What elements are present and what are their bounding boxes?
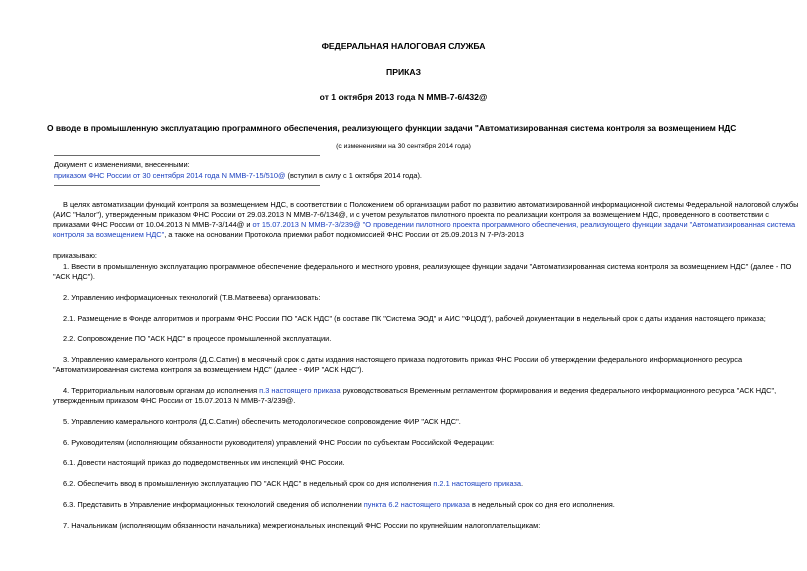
item-6-3-link[interactable]: пункта 6.2 настоящего приказа bbox=[363, 500, 470, 509]
preamble-line-3 bbox=[53, 220, 795, 230]
item-6-1: 6.1. Довести настоящий приказ до подведомственных им инспекций ФНС России. bbox=[63, 458, 345, 467]
changes-intro: Документ с изменениями, внесенными: bbox=[54, 160, 190, 169]
item-6-3-end: в недельный срок со дня его исполнения. bbox=[469, 500, 615, 509]
amendments-note: (с изменениями на 30 сентября 2014 года) bbox=[336, 143, 471, 150]
item-7: 7. Начальникам (исполняющим обязанности начальника) межрегиональных инспекций ФНС России по крупнейшим налогоплательщикам: bbox=[63, 521, 541, 530]
doc-title: О вводе в промышленную эксплуатацию программного обеспечения, реализующего функции задачи "Автоматизированная система контроля за возмещением НДС bbox=[47, 123, 737, 133]
item-6-3 bbox=[63, 500, 615, 510]
item-5: 5. Управлению камерального контроля (Д.С.Сатин) обеспечить методологическое сопровождение ФИР "АСК НДС". bbox=[63, 417, 461, 426]
item-3-cont: "Автоматизированная система контроля за возмещением НДС" (далее - ФИР "АСК НДС"). bbox=[53, 365, 364, 374]
doc-type: ПРИКАЗ bbox=[386, 67, 421, 77]
item-4-text-b: руководствоваться Временным регламентом формирования и ведения федерального информационного ресурса "АСК НДС", bbox=[340, 386, 777, 395]
preamble-protocol-text: , а также на основании Протокола приемки работ подкомиссией ФНС России от 25.09.2013 N 7-Р/3-2013 bbox=[164, 230, 524, 239]
item-2-2: 2.2. Сопровождение ПО "АСК НДС" в процессе промышленной эксплуатации. bbox=[63, 334, 332, 343]
pilot-order-link-cont[interactable]: контроля за возмещением НДС" bbox=[53, 230, 165, 239]
amending-order-link[interactable]: приказом ФНС России от 30 сентября 2014 года N ММВ-7-15/510@ bbox=[54, 171, 286, 180]
item-1: 1. Ввести в промышленную эксплуатацию программное обеспечение федерального и местного уровня, реализующее функции задачи "Автоматизированная система контроля за возмещением НДС" (далее - ПО bbox=[63, 262, 792, 271]
preamble-line-1: В целях автоматизации функций контроля за возмещением НДС, в соответствии с Положением об организации работ по развитию автоматизированной информационной системы Федеральной налоговой службы bbox=[63, 200, 799, 209]
agency-title: ФЕДЕРАЛЬНАЯ НАЛОГОВАЯ СЛУЖБА bbox=[321, 41, 486, 51]
item-4-cont: утвержденным приказом ФНС России от 15.07.2013 N ММВ-7-3/239@. bbox=[53, 396, 296, 405]
item-1-cont: "АСК НДС"). bbox=[53, 272, 95, 281]
doc-date-number: от 1 октября 2013 года N ММВ-7-6/432@ bbox=[319, 92, 488, 102]
item-6-2 bbox=[63, 479, 523, 489]
item-6-2-end: . bbox=[521, 479, 524, 488]
changes-bottom-rule bbox=[54, 185, 320, 186]
item-4 bbox=[63, 386, 776, 396]
item-3: 3. Управлению камерального контроля (Д.С.Сатин) в месячный срок с даты издания настоящего приказа подготовить приказ ФНС России об утверждении федерального информационного ресурса bbox=[63, 355, 743, 364]
changes-top-rule bbox=[54, 155, 320, 156]
item-4-link[interactable]: п.3 настоящего приказа bbox=[259, 386, 341, 395]
preamble-line-4 bbox=[53, 230, 524, 240]
pilot-order-link[interactable]: от 15.07.2013 N ММВ-7-3/239@ "О проведении пилотного проекта программного обеспечения, реализующего функции задачи "Автоматизированная система bbox=[252, 220, 796, 229]
item-2: 2. Управлению информационных технологий (Т.В.Матвеева) организовать: bbox=[63, 293, 321, 302]
preamble-text: приказами ФНС России от 10.04.2013 N ММВ-7-3/144@ и bbox=[53, 220, 251, 229]
effective-date-text: (вступил в силу с 1 октября 2014 года). bbox=[285, 171, 422, 180]
item-6-2-text: 6.2. Обеспечить ввод в промышленную эксплуатацию ПО "АСК НДС" в недельный срок со дня исполнения bbox=[63, 479, 434, 488]
preamble-line-2: (АИС "Налог"), утвержденным приказом ФНС России от 29.03.2013 N ММВ-7-6/134@, и с учетом результатов пилотного проекта по реализации контроля за возмещением НДС, проведенного в соответствии с bbox=[53, 210, 770, 219]
item-4-text: 4. Территориальным налоговым органам до исполнения bbox=[63, 386, 260, 395]
changes-line bbox=[54, 171, 422, 181]
order-word: приказываю: bbox=[53, 251, 97, 260]
item-6-3-text: 6.3. Представить в Управление информационных технологий сведения об исполнении bbox=[63, 500, 364, 509]
item-6-2-link[interactable]: п.2.1 настоящего приказа bbox=[433, 479, 522, 488]
item-2-1: 2.1. Размещение в Фонде алгоритмов и программ ФНС России ПО "АСК НДС" (в составе ПК "Система ЭОД" и АИС "ФЦОД"), рабочей документации в недельный срок с даты издания настоящего приказа; bbox=[63, 314, 766, 323]
item-6: 6. Руководителям (исполняющим обязанности руководителя) управлений ФНС России по субъектам Российской Федерации: bbox=[63, 438, 495, 447]
